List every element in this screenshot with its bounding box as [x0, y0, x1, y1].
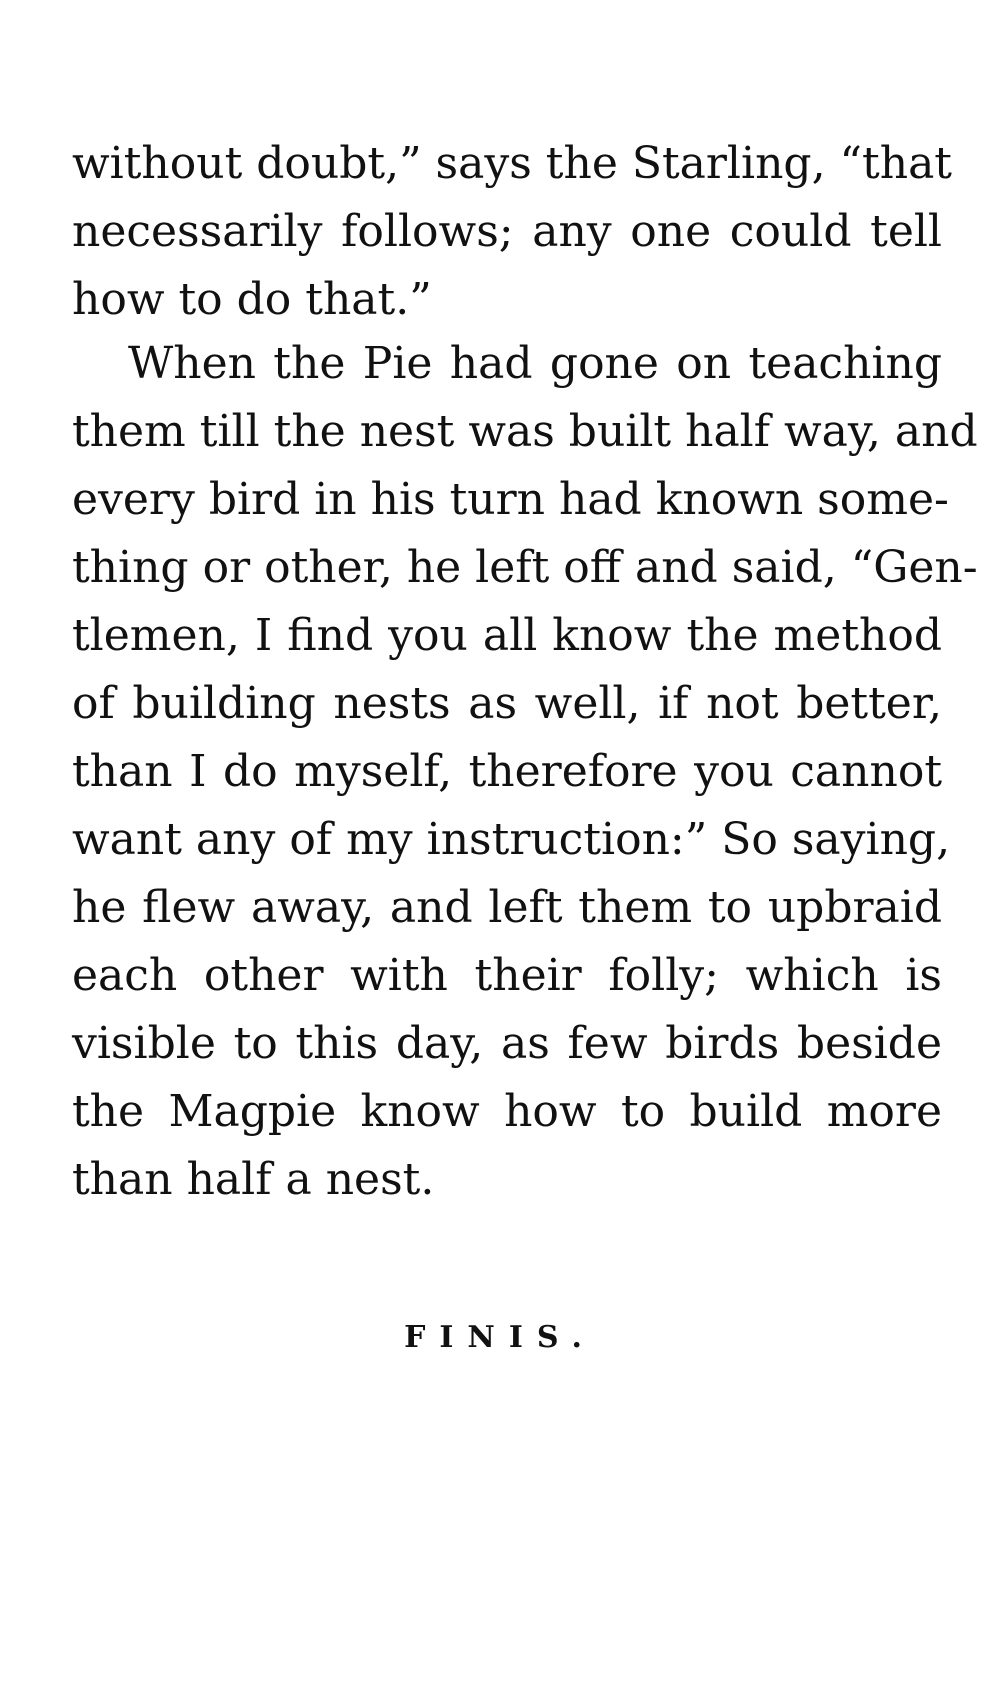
text-line: thing or other, he left off and said, “Gen- [72, 542, 978, 593]
text-line: tlemen, I find you all know the method [72, 610, 942, 661]
finis-heading: FINIS. [404, 1320, 596, 1355]
text-line: how to do that.” [72, 274, 432, 325]
text-line: than half a nest. [72, 1154, 435, 1205]
paragraph-1 [72, 130, 952, 334]
text-line: he flew away, and left them to upbraid [72, 882, 942, 933]
text-line: than I do myself, therefore you cannot [72, 746, 942, 797]
text-line: every bird in his turn had known some- [72, 474, 949, 525]
text-line: them till the nest was built half way, and [72, 406, 978, 457]
text-line: of building nests as well, if not better, [72, 678, 942, 729]
paragraph-2 [72, 330, 978, 1214]
text-line: each other with their folly; which is [72, 950, 942, 1001]
text-line: necessarily follows; any one could tell [72, 206, 942, 257]
text-line: the Magpie know how to build more [72, 1086, 942, 1137]
text-line: When the Pie had gone on teaching [128, 338, 942, 389]
text-line: without doubt,” says the Starling, “that [72, 138, 952, 189]
text-line: visible to this day, as few birds beside [72, 1018, 942, 1069]
text-line: want any of my instruction:” So saying, [72, 814, 951, 865]
